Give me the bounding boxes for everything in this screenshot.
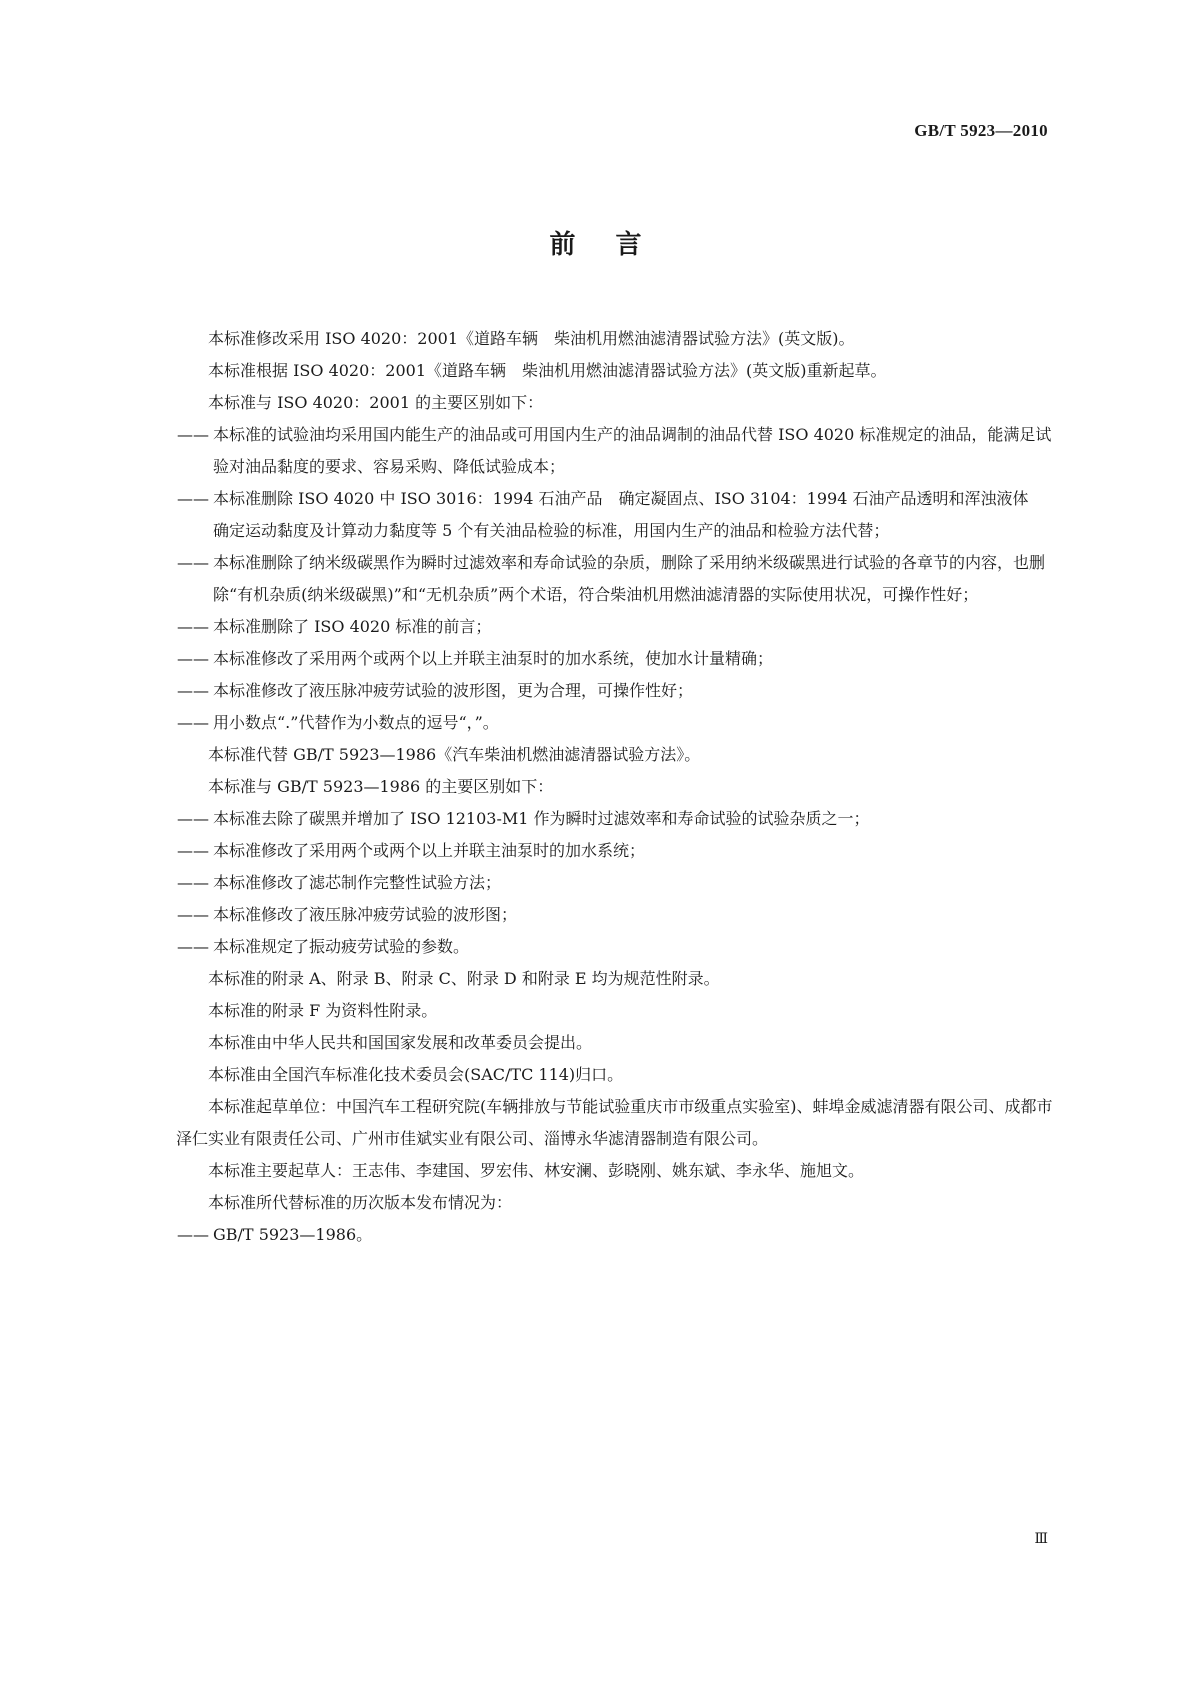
document-body [176,323,1056,1251]
list-dash: —— [177,681,209,700]
paragraph: 本标准的附录 F 为资料性附录。 [208,1001,438,1020]
paragraph: 本标准修改采用 ISO 4020：2001《道路车辆 柴油机用燃油滤清器试验方法》(英文版)。 [208,329,855,348]
list-item [176,483,1056,547]
list-item-text: 本标准修改了滤芯制作完整性试验方法； [213,873,502,892]
list-item-text: 本标准修改了采用两个或两个以上并联主油泵时的加水系统； [213,841,646,860]
list-dash: —— [177,905,209,924]
list-item-text: 本标准删除 ISO 4020 中 ISO 3016：1994 石油产品 确定凝固点、ISO 3104：1994 石油产品透明和浑浊液体 确定运动黏度及计算动力黏度等 5 个有关油品检验的标准，用国内生产的油品和检验方法代替； [213,489,1045,540]
list-item-text: 本标准的试验油均采用国内能生产的油品或可用国内生产的油品调制的油品代替 ISO 4020 标准规定的油品，能满足试验对油品黏度的要求、容易采购、降低试验成本； [213,425,1052,476]
list-item-text: 本标准删除了纳米级碳黑作为瞬时过滤效率和寿命试验的杂质，删除了采用纳米级碳黑进行试验的各章节的内容，也删除“有机杂质(纳米级碳黑)”和“无机杂质”两个术语，符合柴油机用燃油滤清器的实际使用状况，可操作性好； [213,553,1046,604]
paragraph: 本标准的附录 A、附录 B、附录 C、附录 D 和附录 E 均为规范性附录。 [208,969,720,988]
list-item [176,803,1056,835]
paragraph: 本标准主要起草人：王志伟、李建国、罗宏伟、林安澜、彭晓刚、姚东斌、李永华、施旭文。 [208,1161,865,1180]
list-item-text: 用小数点“.”代替作为小数点的逗号“，”。 [213,713,499,732]
list-dash: —— [177,841,209,860]
list-item [176,419,1056,483]
list-item [176,547,1056,611]
paragraph: 本标准所代替标准的历次版本发布情况为： [208,1193,513,1212]
list-dash: —— [177,809,209,828]
page-title: 前言 [549,230,682,260]
list-dash: —— [177,489,209,508]
standard-code: GB/T 5923—2010 [914,121,1048,140]
paragraph: 本标准由全国汽车标准化技术委员会(SAC/TC 114)归口。 [208,1065,624,1084]
list-item-text: 本标准去除了碳黑并增加了 ISO 12103-M1 作为瞬时过滤效率和寿命试验的试验杂质之一； [213,809,870,828]
list-dash: —— [177,553,209,572]
list-item [176,675,1056,707]
list-item [176,643,1056,675]
list-item [176,899,1056,931]
paragraph: 本标准与 GB/T 5923—1986 的主要区别如下： [208,777,554,796]
list-item [176,1219,1056,1251]
list-item-text: 本标准修改了液压脉冲疲劳试验的波形图，更为合理，可操作性好； [213,681,694,700]
list-item-text: 本标准规定了振动疲劳试验的参数。 [213,937,470,956]
list-item-text: 本标准修改了液压脉冲疲劳试验的波形图； [213,905,518,924]
list-item-text: 本标准删除了 ISO 4020 标准的前言； [213,617,492,636]
list-item [176,707,1056,739]
list-dash: —— [177,649,209,668]
paragraph: 本标准根据 ISO 4020：2001《道路车辆 柴油机用燃油滤清器试验方法》(英文版)重新起草。 [208,361,887,380]
list-item-text: GB/T 5923—1986。 [213,1225,373,1244]
list-item [176,835,1056,867]
list-dash: —— [177,617,209,636]
paragraph: 本标准起草单位：中国汽车工程研究院(车辆排放与节能试验重庆市市级重点实验室)、蚌埠金威滤清器有限公司、成都市泽仁实业有限责任公司、广州市佳斌实业有限公司、淄博永华滤清器制造有限公司。 [176,1097,1053,1148]
paragraph: 本标准由中华人民共和国国家发展和改革委员会提出。 [208,1033,593,1052]
list-dash: —— [177,873,209,892]
list-item-text: 本标准修改了采用两个或两个以上并联主油泵时的加水系统，使加水计量精确； [213,649,774,668]
paragraph: 本标准代替 GB/T 5923—1986《汽车柴油机燃油滤清器试验方法》。 [208,745,701,764]
list-dash: —— [177,713,209,732]
list-item [176,931,1056,963]
list-dash: —— [177,1225,209,1244]
list-dash: —— [177,937,209,956]
page-number: Ⅲ [1034,1532,1048,1547]
list-item [176,611,1056,643]
list-dash: —— [177,425,209,444]
list-item [176,867,1056,899]
paragraph: 本标准与 ISO 4020：2001 的主要区别如下： [208,393,544,412]
